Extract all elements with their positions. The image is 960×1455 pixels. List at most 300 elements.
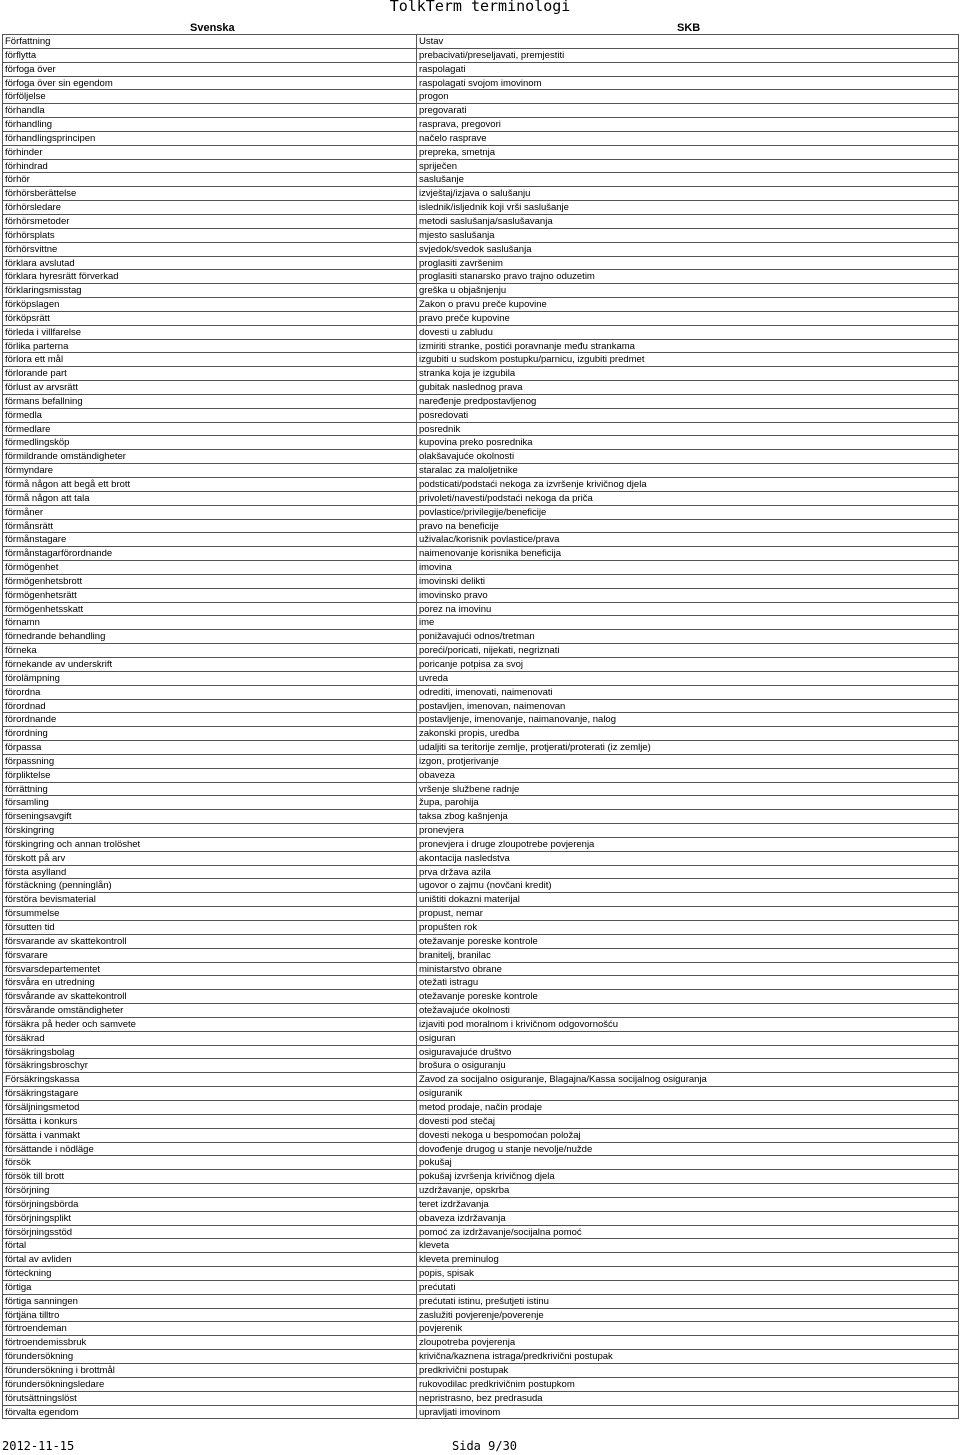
table-row xyxy=(3,215,959,229)
table-row xyxy=(3,1018,959,1032)
skb-translation: brošura o osiguranju xyxy=(417,1059,959,1073)
swedish-term: förmögenhetsbrott xyxy=(3,575,417,589)
swedish-term: förmedlare xyxy=(3,423,417,437)
table-row xyxy=(3,104,959,118)
skb-translation: popis, spisak xyxy=(417,1267,959,1281)
table-row xyxy=(3,173,959,187)
skb-translation: otežavanje poreske kontrole xyxy=(417,990,959,1004)
skb-translation: metodi saslušanja/saslušavanja xyxy=(417,215,959,229)
table-row xyxy=(3,1004,959,1018)
skb-translation: postavljenje, imenovanje, naimanovanje, nalog xyxy=(417,713,959,727)
table-row xyxy=(3,976,959,990)
swedish-term: förhinder xyxy=(3,146,417,160)
skb-translation: prećutati xyxy=(417,1281,959,1295)
skb-translation: krivična/kaznena istraga/predkrivični postupak xyxy=(417,1350,959,1364)
table-row xyxy=(3,312,959,326)
table-row xyxy=(3,146,959,160)
table-row xyxy=(3,949,959,963)
table-row xyxy=(3,77,959,91)
swedish-term: försök till brott xyxy=(3,1170,417,1184)
table-row xyxy=(3,201,959,215)
swedish-term: försvårande av skattekontroll xyxy=(3,990,417,1004)
swedish-term: förlorande part xyxy=(3,367,417,381)
table-row xyxy=(3,575,959,589)
swedish-term: förmyndare xyxy=(3,464,417,478)
skb-translation: povjerenik xyxy=(417,1322,959,1336)
skb-translation: mjesto saslušanja xyxy=(417,229,959,243)
skb-translation: dovesti pod stečaj xyxy=(417,1115,959,1129)
table-row xyxy=(3,1281,959,1295)
table-row xyxy=(3,63,959,77)
table-row xyxy=(3,672,959,686)
swedish-term: förhörsvittne xyxy=(3,243,417,257)
swedish-term: förtal xyxy=(3,1239,417,1253)
swedish-term: förordna xyxy=(3,686,417,700)
table-row xyxy=(3,589,959,603)
table-row xyxy=(3,1087,959,1101)
skb-translation: imovinsko pravo xyxy=(417,589,959,603)
table-row xyxy=(3,1101,959,1115)
swedish-term: förlust av arvsrätt xyxy=(3,381,417,395)
table-row xyxy=(3,423,959,437)
swedish-term: förmögenhetsrätt xyxy=(3,589,417,603)
table-row xyxy=(3,1239,959,1253)
table-row xyxy=(3,367,959,381)
swedish-term: förvalta egendom xyxy=(3,1406,417,1420)
skb-translation: prva država azila xyxy=(417,866,959,880)
skb-translation: pravo preče kupovine xyxy=(417,312,959,326)
table-row xyxy=(3,1156,959,1170)
swedish-term: försättande i nödläge xyxy=(3,1143,417,1157)
skb-translation: naimenovanje korisnika beneficija xyxy=(417,547,959,561)
skb-translation: načelo rasprave xyxy=(417,132,959,146)
swedish-term: försök xyxy=(3,1156,417,1170)
skb-translation: dovesti nekoga u bespomoćan položaj xyxy=(417,1129,959,1143)
table-row xyxy=(3,783,959,797)
table-row xyxy=(3,1267,959,1281)
swedish-term: försäkringstagare xyxy=(3,1087,417,1101)
table-row xyxy=(3,533,959,547)
swedish-term: förneka xyxy=(3,644,417,658)
swedish-term: försörjningsplikt xyxy=(3,1212,417,1226)
swedish-term: förteckning xyxy=(3,1267,417,1281)
swedish-term: förundersökning i brottmål xyxy=(3,1364,417,1378)
swedish-term: församling xyxy=(3,796,417,810)
swedish-term: försätta i konkurs xyxy=(3,1115,417,1129)
table-row xyxy=(3,630,959,644)
skb-translation: porez na imovinu xyxy=(417,603,959,617)
table-row xyxy=(3,326,959,340)
table-row xyxy=(3,257,959,271)
swedish-term: förlora ett mål xyxy=(3,353,417,367)
table-row xyxy=(3,893,959,907)
skb-translation: uništiti dokazni materijal xyxy=(417,893,959,907)
swedish-term: försäkra på heder och samvete xyxy=(3,1018,417,1032)
swedish-term: förhandlingsprincipen xyxy=(3,132,417,146)
swedish-term: förtiga sanningen xyxy=(3,1295,417,1309)
swedish-term: förflytta xyxy=(3,49,417,63)
table-row xyxy=(3,658,959,672)
skb-translation: rasprava, pregovori xyxy=(417,118,959,132)
swedish-term: försummelse xyxy=(3,907,417,921)
table-row xyxy=(3,866,959,880)
swedish-term: försvårande omständigheter xyxy=(3,1004,417,1018)
table-row xyxy=(3,1322,959,1336)
skb-translation: povlastice/privilegije/beneficije xyxy=(417,506,959,520)
swedish-term: förskingring xyxy=(3,824,417,838)
skb-translation: nepristrasno, bez predrasuda xyxy=(417,1392,959,1406)
swedish-term: försvåra en utredning xyxy=(3,976,417,990)
swedish-term: förfoga över sin egendom xyxy=(3,77,417,91)
skb-translation: poreći/poricati, nijekati, negriznati xyxy=(417,644,959,658)
table-row xyxy=(3,506,959,520)
skb-translation: Ustav xyxy=(417,35,959,49)
table-row xyxy=(3,810,959,824)
skb-translation: podsticati/podstaći nekoga za izvršenje krivičnog djela xyxy=(417,478,959,492)
table-row xyxy=(3,700,959,714)
table-row xyxy=(3,270,959,284)
skb-translation: ministarstvo obrane xyxy=(417,963,959,977)
table-row xyxy=(3,284,959,298)
table-row xyxy=(3,436,959,450)
table-row xyxy=(3,824,959,838)
table-row xyxy=(3,1184,959,1198)
table-row xyxy=(3,492,959,506)
table-row xyxy=(3,921,959,935)
swedish-term: förolämpning xyxy=(3,672,417,686)
skb-translation: pronevjera i druge zloupotrebe povjerenja xyxy=(417,838,959,852)
skb-translation: otežavanje poreske kontrole xyxy=(417,935,959,949)
skb-translation: naređenje predpostavljenog xyxy=(417,395,959,409)
skb-translation: kleveta xyxy=(417,1239,959,1253)
skb-translation: pomoć za izdržavanje/socijalna pomoć xyxy=(417,1226,959,1240)
swedish-term: förtroendemissbruk xyxy=(3,1336,417,1350)
swedish-term: förskott på arv xyxy=(3,852,417,866)
table-row xyxy=(3,395,959,409)
skb-translation: udaljiti sa teritorije zemlje, protjerati/proterati (iz zemlje) xyxy=(417,741,959,755)
table-row xyxy=(3,1170,959,1184)
swedish-term: förmåner xyxy=(3,506,417,520)
swedish-term: förmögenhetsskatt xyxy=(3,603,417,617)
swedish-term: förrättning xyxy=(3,783,417,797)
swedish-term: försäkringsbroschyr xyxy=(3,1059,417,1073)
swedish-term: förmögenhet xyxy=(3,561,417,575)
table-row xyxy=(3,838,959,852)
skb-translation: posrednik xyxy=(417,423,959,437)
skb-translation: staralac za maloljetnike xyxy=(417,464,959,478)
skb-translation: branitelj, branilac xyxy=(417,949,959,963)
table-row xyxy=(3,520,959,534)
swedish-term: förmildrande omständigheter xyxy=(3,450,417,464)
skb-translation: pregovarati xyxy=(417,104,959,118)
skb-translation: proglasiti stanarsko pravo trajno oduzetim xyxy=(417,270,959,284)
skb-translation: olakšavajuće okolnosti xyxy=(417,450,959,464)
swedish-term: försörjning xyxy=(3,1184,417,1198)
table-row xyxy=(3,879,959,893)
swedish-term: förhandla xyxy=(3,104,417,118)
table-row xyxy=(3,381,959,395)
swedish-term: förtroendeman xyxy=(3,1322,417,1336)
skb-translation: otežavajuće okolnosti xyxy=(417,1004,959,1018)
skb-translation: ponižavajući odnos/tretman xyxy=(417,630,959,644)
table-row xyxy=(3,547,959,561)
table-row xyxy=(3,686,959,700)
table-row xyxy=(3,229,959,243)
skb-translation: vršenje službene radnje xyxy=(417,783,959,797)
swedish-term: förseningsavgift xyxy=(3,810,417,824)
swedish-term: förhandling xyxy=(3,118,417,132)
skb-translation: upravljati imovinom xyxy=(417,1406,959,1420)
swedish-term: förklaringsmisstag xyxy=(3,284,417,298)
swedish-term: förhörsmetoder xyxy=(3,215,417,229)
skb-translation: teret izdržavanja xyxy=(417,1198,959,1212)
swedish-term: förordning xyxy=(3,727,417,741)
table-row xyxy=(3,187,959,201)
table-row xyxy=(3,1336,959,1350)
swedish-term: förpassning xyxy=(3,755,417,769)
table-row xyxy=(3,118,959,132)
table-row xyxy=(3,1309,959,1323)
swedish-term: försäkringsbolag xyxy=(3,1046,417,1060)
swedish-term: förpliktelse xyxy=(3,769,417,783)
skb-translation: akontacija nasledstva xyxy=(417,852,959,866)
table-row xyxy=(3,1364,959,1378)
swedish-term: förtal av avliden xyxy=(3,1253,417,1267)
swedish-term: förklara hyresrätt förverkad xyxy=(3,270,417,284)
footer-page-number: Sida 9/30 xyxy=(452,1439,518,1453)
swedish-term: förordnad xyxy=(3,700,417,714)
skb-translation: župa, parohija xyxy=(417,796,959,810)
terminology-table xyxy=(2,34,959,1419)
table-row xyxy=(3,1295,959,1309)
skb-translation: ugovor o zajmu (novčani kredit) xyxy=(417,879,959,893)
table-row xyxy=(3,1198,959,1212)
skb-translation: proglasiti završenim xyxy=(417,257,959,271)
skb-translation: pravo na beneficije xyxy=(417,520,959,534)
table-row xyxy=(3,1046,959,1060)
swedish-term: förköpsrätt xyxy=(3,312,417,326)
swedish-term: förordnande xyxy=(3,713,417,727)
skb-translation: Zavod za socijalno osiguranje, Blagajna/Kassa socijalnog osiguranja xyxy=(417,1073,959,1087)
swedish-term: förmå någon att tala xyxy=(3,492,417,506)
table-row xyxy=(3,243,959,257)
swedish-term: förtiga xyxy=(3,1281,417,1295)
swedish-term: försvarare xyxy=(3,949,417,963)
table-row xyxy=(3,1226,959,1240)
skb-translation: propušten rok xyxy=(417,921,959,935)
skb-translation: ime xyxy=(417,616,959,630)
table-row xyxy=(3,1032,959,1046)
table-row xyxy=(3,616,959,630)
swedish-term: första asylland xyxy=(3,866,417,880)
table-row xyxy=(3,1378,959,1392)
skb-translation: uvreda xyxy=(417,672,959,686)
column-header-swedish: Svenska xyxy=(190,22,235,34)
table-row xyxy=(3,1115,959,1129)
skb-translation: dovesti u zabludu xyxy=(417,326,959,340)
skb-translation: greška u objašnjenju xyxy=(417,284,959,298)
table-row xyxy=(3,963,959,977)
skb-translation: pokušaj xyxy=(417,1156,959,1170)
swedish-term: förnedrande behandling xyxy=(3,630,417,644)
swedish-term: förleda i villfarelse xyxy=(3,326,417,340)
skb-translation: imovinski delikti xyxy=(417,575,959,589)
swedish-term: försörjningsstöd xyxy=(3,1226,417,1240)
table-row xyxy=(3,340,959,354)
swedish-term: förundersökning xyxy=(3,1350,417,1364)
skb-translation: raspolagati xyxy=(417,63,959,77)
table-row xyxy=(3,769,959,783)
table-row xyxy=(3,1129,959,1143)
table-row xyxy=(3,90,959,104)
skb-translation: pokušaj izvršenja krivičnog djela xyxy=(417,1170,959,1184)
skb-translation: stranka koja je izgubila xyxy=(417,367,959,381)
swedish-term: försvarsdepartementet xyxy=(3,963,417,977)
skb-translation: kupovina preko posrednika xyxy=(417,436,959,450)
table-row xyxy=(3,907,959,921)
swedish-term: förköpslagen xyxy=(3,298,417,312)
skb-translation: metod prodaje, način prodaje xyxy=(417,1101,959,1115)
skb-translation: izjaviti pod moralnom i krivičnom odgovornošću xyxy=(417,1018,959,1032)
skb-translation: predkrivični postupak xyxy=(417,1364,959,1378)
skb-translation: svjedok/svedok saslušanja xyxy=(417,243,959,257)
table-row xyxy=(3,644,959,658)
footer-date: 2012-11-15 xyxy=(2,1439,75,1453)
skb-translation: rukovodilac predkrivičnim postupkom xyxy=(417,1378,959,1392)
skb-translation: posredovati xyxy=(417,409,959,423)
swedish-term: förhindrad xyxy=(3,160,417,174)
skb-translation: islednik/isljednik koji vrši saslušanje xyxy=(417,201,959,215)
skb-translation: saslušanje xyxy=(417,173,959,187)
skb-translation: prećutati istinu, prešutjeti istinu xyxy=(417,1295,959,1309)
skb-translation: kleveta preminulog xyxy=(417,1253,959,1267)
swedish-term: förmånstagare xyxy=(3,533,417,547)
skb-translation: izvještaj/izjava o salušanju xyxy=(417,187,959,201)
swedish-term: förmånsrätt xyxy=(3,520,417,534)
table-row xyxy=(3,1253,959,1267)
table-row xyxy=(3,1212,959,1226)
swedish-term: förhörsledare xyxy=(3,201,417,215)
skb-translation: obaveza xyxy=(417,769,959,783)
table-row xyxy=(3,603,959,617)
table-row xyxy=(3,741,959,755)
swedish-term: förhörsplats xyxy=(3,229,417,243)
skb-translation: gubitak naslednog prava xyxy=(417,381,959,395)
swedish-term: förlika parterna xyxy=(3,340,417,354)
skb-translation: izgon, protjerivanje xyxy=(417,755,959,769)
skb-translation: izmiriti stranke, postići poravnanje među strankama xyxy=(417,340,959,354)
table-row xyxy=(3,1350,959,1364)
swedish-term: förhör xyxy=(3,173,417,187)
swedish-term: förstäckning (penninglån) xyxy=(3,879,417,893)
skb-translation: zaslužiti povjerenje/poverenje xyxy=(417,1309,959,1323)
skb-translation: prebacivati/preseljavati, premjestiti xyxy=(417,49,959,63)
swedish-term: förmedlingsköp xyxy=(3,436,417,450)
table-row xyxy=(3,298,959,312)
skb-translation: osiguravajuće društvo xyxy=(417,1046,959,1060)
table-row xyxy=(3,478,959,492)
swedish-term: förskingring och annan trolöshet xyxy=(3,838,417,852)
table-row xyxy=(3,935,959,949)
table-row xyxy=(3,561,959,575)
skb-translation: otežati istragu xyxy=(417,976,959,990)
skb-translation: raspolagati svojom imovinom xyxy=(417,77,959,91)
page-footer xyxy=(0,1439,960,1453)
swedish-term: förpassa xyxy=(3,741,417,755)
skb-translation: osiguranik xyxy=(417,1087,959,1101)
skb-translation: spriječen xyxy=(417,160,959,174)
table-row xyxy=(3,49,959,63)
swedish-term: försutten tid xyxy=(3,921,417,935)
swedish-term: förnamn xyxy=(3,616,417,630)
swedish-term: försvarande av skattekontroll xyxy=(3,935,417,949)
skb-translation: privoleti/navesti/podstaći nekoga da priča xyxy=(417,492,959,506)
skb-translation: propust, nemar xyxy=(417,907,959,921)
skb-translation: odrediti, imenovati, naimenovati xyxy=(417,686,959,700)
swedish-term: förfoga över xyxy=(3,63,417,77)
table-row xyxy=(3,1143,959,1157)
table-row xyxy=(3,727,959,741)
table-row xyxy=(3,1392,959,1406)
skb-translation: poricanje potpisa za svoj xyxy=(417,658,959,672)
swedish-term: förnekande av underskrift xyxy=(3,658,417,672)
swedish-term: förundersökningsledare xyxy=(3,1378,417,1392)
swedish-term: förutsättningslöst xyxy=(3,1392,417,1406)
table-row xyxy=(3,160,959,174)
table-row xyxy=(3,796,959,810)
skb-translation: postavljen, imenovan, naimenovan xyxy=(417,700,959,714)
swedish-term: försäljningsmetod xyxy=(3,1101,417,1115)
skb-translation: pronevjera xyxy=(417,824,959,838)
swedish-term: förmedla xyxy=(3,409,417,423)
skb-translation: osiguran xyxy=(417,1032,959,1046)
swedish-term: försörjningsbörda xyxy=(3,1198,417,1212)
swedish-term: förmans befallning xyxy=(3,395,417,409)
table-row xyxy=(3,464,959,478)
table-row xyxy=(3,852,959,866)
skb-translation: imovina xyxy=(417,561,959,575)
document-title: TolkTerm terminologi xyxy=(389,0,571,15)
skb-translation: Zakon o pravu preče kupovine xyxy=(417,298,959,312)
swedish-term: Författning xyxy=(3,35,417,49)
table-row xyxy=(3,409,959,423)
table-row xyxy=(3,713,959,727)
skb-translation: obaveza izdržavanja xyxy=(417,1212,959,1226)
table-row xyxy=(3,990,959,1004)
skb-translation: dovođenje drugog u stanje nevolje/nužde xyxy=(417,1143,959,1157)
table-row xyxy=(3,132,959,146)
swedish-term: förtjäna tilltro xyxy=(3,1309,417,1323)
swedish-term: förföljelse xyxy=(3,90,417,104)
column-header-skb: SKB xyxy=(677,22,701,34)
table-row xyxy=(3,450,959,464)
skb-translation: progon xyxy=(417,90,959,104)
swedish-term: förklara avslutad xyxy=(3,257,417,271)
table-row xyxy=(3,755,959,769)
swedish-term: Försäkringskassa xyxy=(3,1073,417,1087)
swedish-term: förhörsberättelse xyxy=(3,187,417,201)
table-row xyxy=(3,1406,959,1420)
skb-translation: izgubiti u sudskom postupku/parnicu, izgubiti predmet xyxy=(417,353,959,367)
swedish-term: förmå någon att begå ett brott xyxy=(3,478,417,492)
table-row xyxy=(3,1059,959,1073)
skb-translation: uzdržavanje, opskrba xyxy=(417,1184,959,1198)
swedish-term: förstöra bevismaterial xyxy=(3,893,417,907)
skb-translation: zakonski propis, uredba xyxy=(417,727,959,741)
table-row xyxy=(3,353,959,367)
swedish-term: försäkrad xyxy=(3,1032,417,1046)
skb-translation: taksa zbog kašnjenja xyxy=(417,810,959,824)
